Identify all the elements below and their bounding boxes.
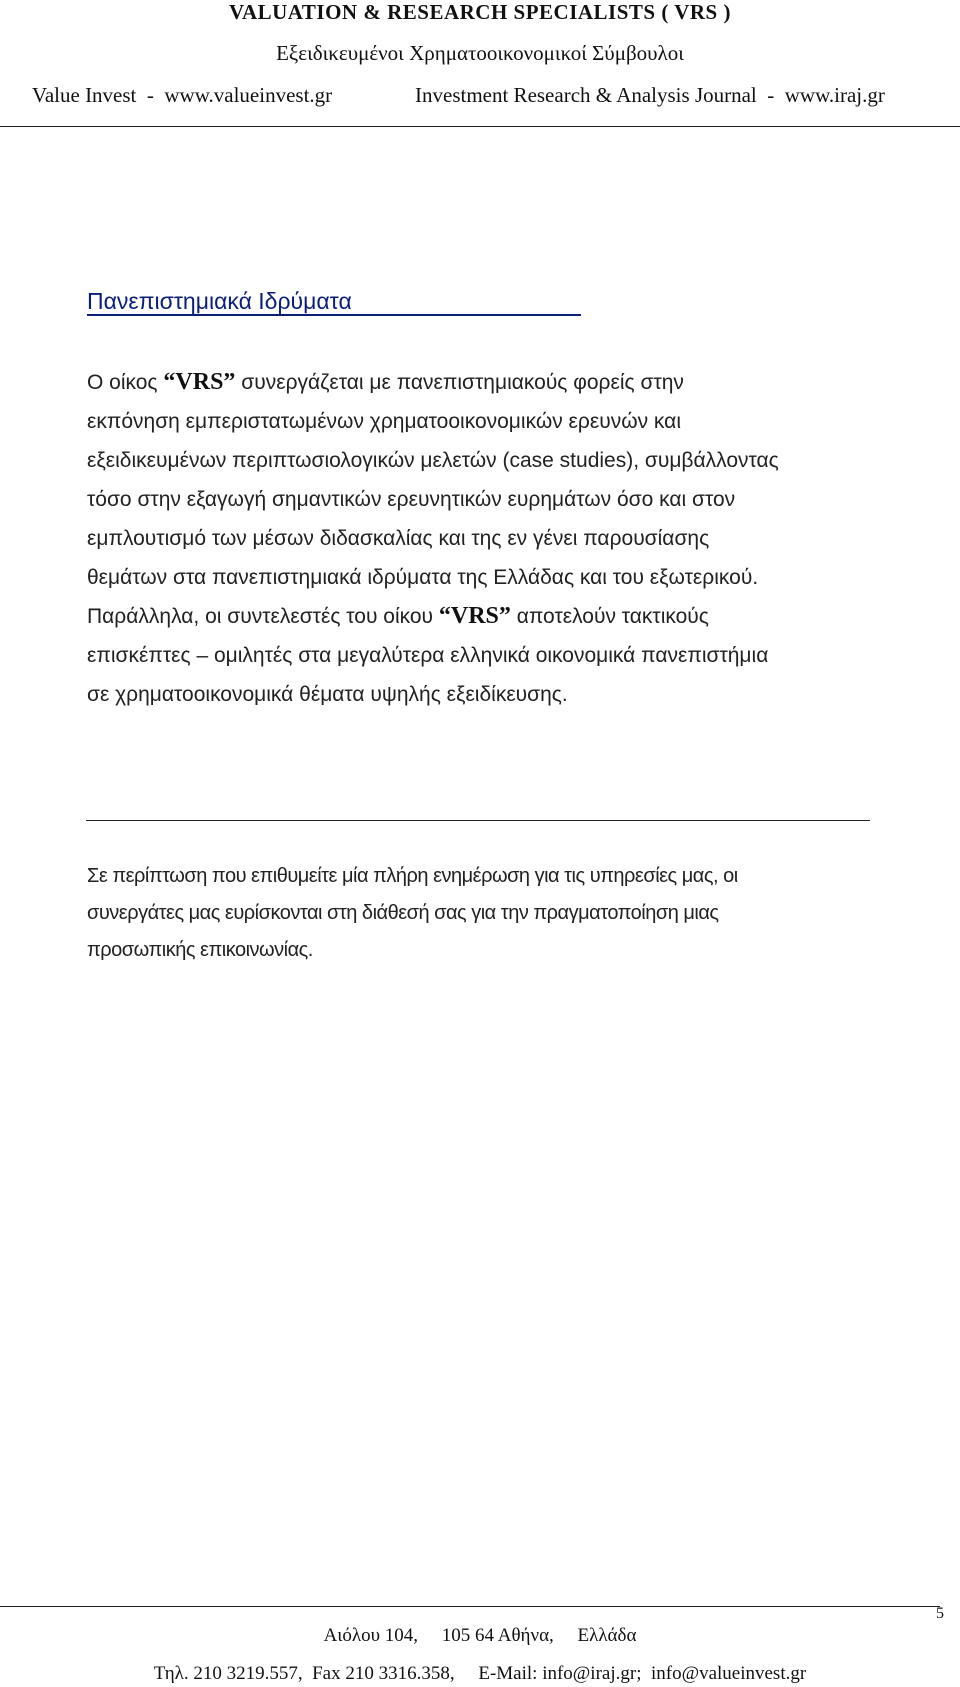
note-line: προσωπικής επικοινωνίας. — [87, 939, 313, 961]
paragraph-line: εμπλουτισμό των μέσων διδασκαλίας και της εν γένει παρουσίασης — [87, 526, 710, 550]
universities-paragraph — [87, 363, 907, 715]
paragraph-line: εξειδικευμένων περιπτωσιολογικών μελετών (case studies), συμβάλλοντας — [87, 448, 779, 472]
footer-address: Αιόλου 104, 105 64 Αθήνα, Ελλάδα — [323, 1625, 637, 1646]
iraj-link[interactable]: Investment Research & Analysis Journal - www.iraj.gr — [415, 83, 885, 107]
vrs-bold-name: “VRS” — [438, 603, 511, 630]
paragraph-text: Ο οίκος — [87, 371, 164, 394]
page-number: 5 — [936, 1605, 944, 1622]
company-name: VALUATION & RESEARCH SPECIALISTS ( VRS ) — [229, 0, 731, 24]
section-divider — [86, 820, 870, 821]
paragraph-line: σε χρηματοοικονομικά θέματα υψηλής εξειδίκευσης. — [87, 683, 568, 707]
section-title: Πανεπιστημιακά Ιδρύματα — [87, 288, 352, 314]
header-divider — [0, 126, 960, 127]
note-line: συνεργάτες μας ευρίσκονται στη διάθεσή σας για την πραγματοποίηση μιας — [87, 902, 719, 924]
paragraph-text: αποτελούν τακτικούς — [510, 605, 709, 629]
paragraph-line: επισκέπτες – ομιλητές στα μεγαλύτερα ελληνικά οικονομικά πανεπιστήμια — [87, 644, 769, 668]
note-line: Σε περίπτωση που επιθυμείτε μία πλήρη ενημέρωση για τις υπηρεσίες μας, οι — [87, 865, 738, 887]
section-title-underline — [87, 314, 581, 316]
paragraph-line — [87, 597, 907, 637]
footer-contacts: Τηλ. 210 3219.557, Fax 210 3316.358, E-Mail: info@iraj.gr; info@valueinvest.gr — [153, 1663, 807, 1684]
vrs-bold-name: “VRS” — [163, 369, 236, 395]
paragraph-text: συνεργάζεται με πανεπιστημιακούς φορείς στην — [235, 371, 684, 394]
paragraph-line — [87, 363, 907, 403]
paragraph-text: Παράλληλα, οι συντελεστές του οίκου — [87, 605, 439, 629]
valueinvest-link[interactable]: Value Invest - www.valueinvest.gr — [32, 83, 333, 107]
contact-note — [87, 858, 907, 969]
company-subtitle: Εξειδικευμένοι Χρηματοοικονομικοί Σύμβουλοι — [276, 41, 684, 65]
paragraph-line: τόσο στην εξαγωγή σημαντικών ερευνητικών ευρημάτων όσο και στον — [87, 487, 736, 511]
paragraph-line: θεμάτων στα πανεπιστημιακά ιδρύματα της Ελλάδας και του εξωτερικού. — [87, 565, 759, 589]
footer-divider — [0, 1606, 940, 1607]
paragraph-line: εκπόνηση εμπεριστατωμένων χρηματοοικονομικών ερευνών και — [87, 409, 681, 433]
